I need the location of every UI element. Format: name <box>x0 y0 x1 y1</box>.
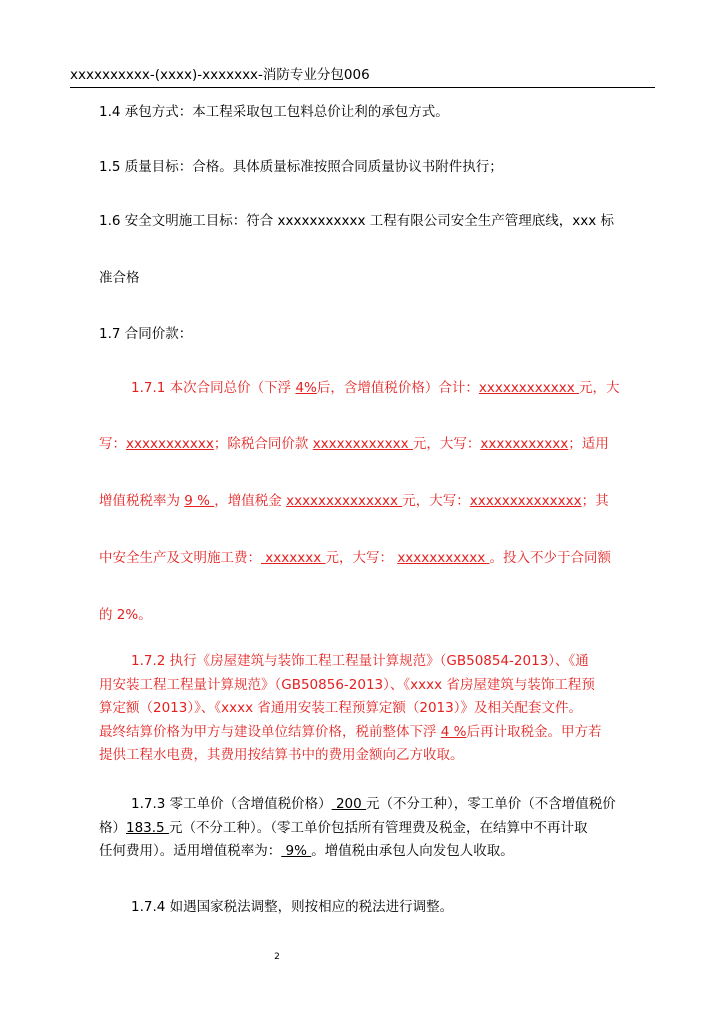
section-1-7-1-line2: 写：xxxxxxxxxxx；除税合同价款 xxxxxxxxxxxx 元，大写：xxxxxxxxxxx；适用 <box>99 436 609 452</box>
discount-rate: 4% <box>295 380 317 396</box>
section-1-7-1-line4: 中安全生产及文明施工费： xxxxxxx 元，大写： xxxxxxxxxxx 。投入不少于合同额 <box>99 550 611 566</box>
safety-fee: xxxxxxx <box>261 550 326 566</box>
section-1-4: 1.4 承包方式：本工程采取包工包料总价让利的承包方式。 <box>99 104 449 120</box>
section-1-7-2-line4: 最终结算价格为甲方与建设单位结算价格，税前整体下浮 4 %后再计取税金。甲方若 <box>99 723 602 740</box>
section-1-7-4: 1.7.4 如遇国家税法调整，则按相应的税法进行调整。 <box>131 899 454 915</box>
vat-amount: xxxxxxxxxxxxxx <box>286 493 403 509</box>
final-discount-rate: 4 % <box>440 723 467 740</box>
safety-fee-cn: xxxxxxxxxxx <box>397 550 490 566</box>
contract-total: xxxxxxxxxxxx <box>478 380 580 396</box>
section-1-7-1-line5: 的 2%。 <box>99 607 152 623</box>
section-1-7-2-line1: 1.7.2 执行《房屋建筑与装饰工程工程量计算规范》（GB50854-2013）、《通 <box>131 653 589 669</box>
section-1-7-2-line2: 用安装工程工程量计算规范》（GB50856-2013）、《xxxx 省房屋建筑与装饰工程预 <box>99 676 595 693</box>
section-1-7-3-line3: 任何费用）。适用增值税率为： 9% 。增值税由承包人向发包人收取。 <box>99 843 514 859</box>
section-1-7-3-line2: 格）183.5 元（不分工种）。（零工单价包括所有管理费及税金，在结算中不再计取 <box>99 819 588 836</box>
section-1-7-3-line1: 1.7.3 零工单价（含增值税价格） 200 元（不分工种），零工单价（不含增值税价 <box>131 796 616 812</box>
section-1-7: 1.7 合同价款： <box>99 326 193 342</box>
vat-amount-cn: xxxxxxxxxxxxxx <box>469 493 582 509</box>
section-1-6-line1: 1.6 安全文明施工目标：符合 xxxxxxxxxxx 工程有限公司安全生产管理底线，xxx 标 <box>99 213 614 229</box>
net-price-cn: xxxxxxxxxxx <box>480 436 569 452</box>
section-1-7-1-line3: 增值税税率为 9 % ，增值税金 xxxxxxxxxxxxxx 元，大写：xxxxxxxxxxxxxx；其 <box>99 493 609 509</box>
section-1-7-1-line1: 1.7.1 本次合同总价（下浮 4%后，含增值税价格）合计：xxxxxxxxxxxx 元，大 <box>131 380 620 396</box>
labor-vat-rate: 9% <box>281 843 312 859</box>
section-1-5: 1.5 质量目标：合格。具体质量标准按照合同质量协议书附件执行； <box>99 159 503 175</box>
vat-rate: 9 % <box>184 493 215 509</box>
section-1-7-2-line3: 算定额（2013）》、《xxxx 省通用安装工程预算定额（2013）》及相关配套文件。 <box>99 700 582 716</box>
header-title: xxxxxxxxxx-(xxxx)-xxxxxxx-消防专业分包006 <box>70 67 370 83</box>
labor-price-incl-tax: 200 <box>331 796 367 812</box>
section-1-7-3 <box>99 793 659 864</box>
labor-price-excl-tax: 183.5 <box>126 819 169 836</box>
net-price: xxxxxxxxxxxx <box>312 436 413 452</box>
page-number: 2 <box>274 952 280 962</box>
contract-total-cn: xxxxxxxxxxx <box>126 436 214 452</box>
section-1-7-2 <box>99 650 659 768</box>
section-1-7-2-line5: 提供工程水电费，其费用按结算书中的费用金额向乙方收取。 <box>99 747 464 763</box>
section-1-6-line2: 准合格 <box>99 270 140 286</box>
page-header <box>70 66 655 88</box>
